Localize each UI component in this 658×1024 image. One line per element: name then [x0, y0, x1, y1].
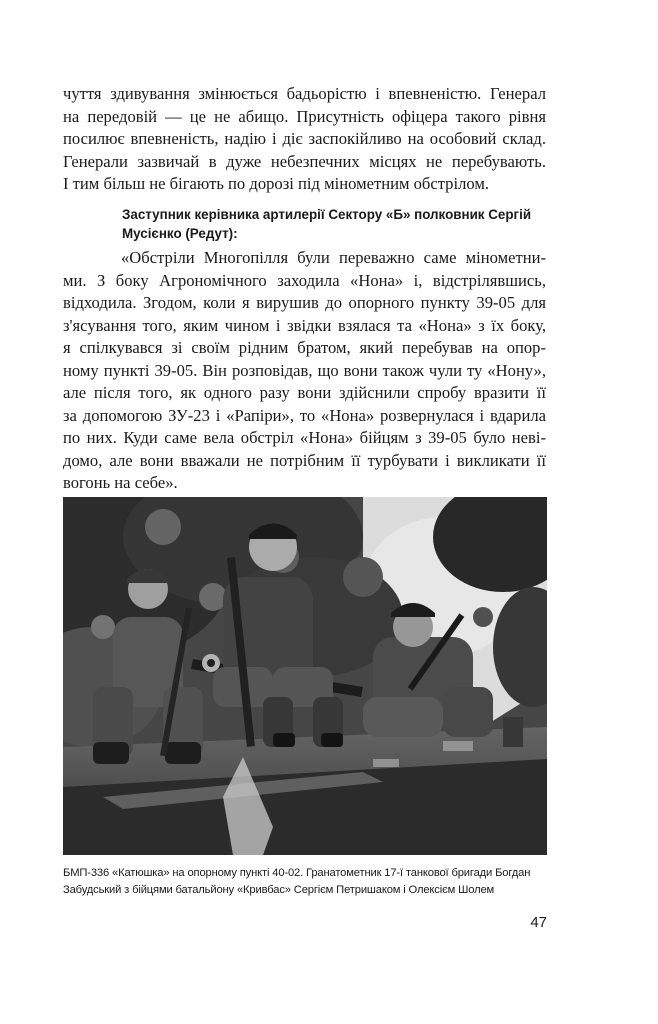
quote-line: вогонь на себе». — [63, 473, 178, 492]
quote-line: але після того, як одного разу вони здійснили спробу вразити її — [63, 383, 546, 402]
page-number: 47 — [530, 914, 547, 931]
speaker-line: Заступник керівника артилерії Сектору «Б» полковник Сергій — [122, 207, 532, 222]
quote-line: з'ясування того, яким чином і звідки взялася та «Нона» з їх боку, — [63, 315, 546, 335]
quote-line: ному пункті 39-05. Він розповідав, що вони також чули ту «Нону», — [63, 360, 546, 380]
caption-line: Забудський з бійцями батальйону «Кривбас» Сергієм Петришаком і Олексієм Шолем — [63, 884, 495, 896]
intro-line: на передовій — це не абищо. Присутність офіцера такого рівня — [63, 106, 546, 126]
quote-line: відходила. Згодом, коли я вирушив до опорного пункту 39-05 для — [63, 293, 546, 312]
intro-paragraph — [63, 83, 546, 196]
quote-line: домо, але вони вважали не потрібним її турбувати і викликати її — [63, 450, 546, 470]
photo-soldiers-on-bmp — [63, 497, 547, 855]
photo-caption — [63, 865, 547, 899]
quote-line: ми. З боку Агрономічного заходила «Нона» і, відстрілявшись, — [63, 270, 546, 290]
intro-line: чуття здивування змінюється бадьорістю і впевненістю. Генерал — [63, 84, 546, 103]
intro-line: посилює впевненість, надію і діє заспокійливо на особовий склад. — [63, 129, 546, 148]
caption-line: БМП-336 «Катюшка» на опорному пункті 40-02. Гранатометник 17-ї танкової бригади Богдан — [63, 867, 531, 879]
speaker-line: Мусієнко (Редут): — [122, 225, 238, 241]
speaker-heading — [122, 206, 546, 243]
quote-line: «Обстріли Многопілля були переважно саме мінометни- — [121, 248, 546, 267]
quote-line: я спілкувався зі своїм рідним братом, який перебував на опор- — [63, 338, 546, 357]
intro-line: І тим більш не бігають по дорозі під мінометним обстрілом. — [63, 174, 489, 193]
quote-line: за допомогою ЗУ-23 і «Рапіри», то «Нона» розвернулася і вдарила — [63, 405, 546, 425]
quote-paragraph — [63, 247, 546, 495]
quote-line: по них. Куди саме вела обстріл «Нона» бійцям з 39-05 було неві- — [63, 428, 546, 447]
intro-line: Генерали зазвичай в дуже небезпечних місцях не перебувають. — [63, 151, 546, 171]
